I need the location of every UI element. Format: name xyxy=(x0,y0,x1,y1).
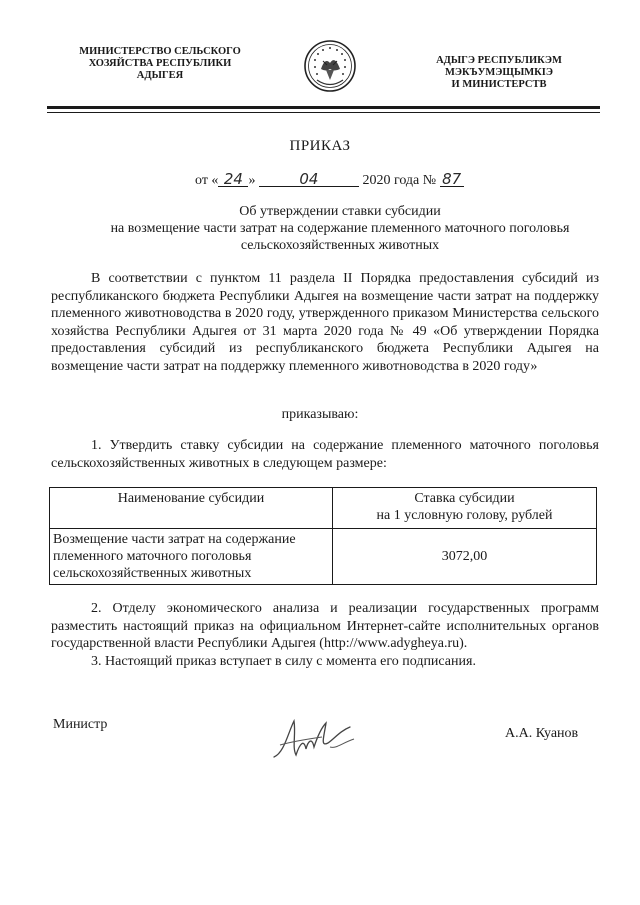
date-month: 04 xyxy=(259,172,359,187)
subsidy-rate-table xyxy=(49,487,597,585)
subject-line: сельскохозяйственных животных xyxy=(240,238,440,253)
subsidy-name-line: племенного маточного поголовья xyxy=(53,549,252,564)
signer-name: А.А. Куанов xyxy=(505,726,579,741)
table-header-rate-line: на 1 условную голову, рублей xyxy=(376,508,553,523)
order-word: приказываю: xyxy=(281,407,359,422)
subsidy-name-line: Возмещение части затрат на содержание xyxy=(53,532,296,547)
ministry-name-line: МЭКЪУМЭЩЫМКІЭ xyxy=(445,67,553,78)
subject-line: на возмещение части затрат на содержание племенного маточного поголовья xyxy=(110,221,570,236)
header-divider-thick xyxy=(47,106,600,109)
ministry-name-line: АДЫГЭ РЕСПУБЛИКЭМ xyxy=(436,55,562,66)
table-header-name xyxy=(50,488,333,529)
preamble-paragraph: В соответствии с пунктом 11 раздела II Порядка предоставления субсидий из республиканского бюджета Республики Адыгея на возмещение части затрат на поддержку племенного животноводства в 2020 году, утвержденного приказом Министерства сельского хозяйства Республики Адыгея от 31 марта 2020 года № 49 «Об утверждении Порядка предоставления субсидий из республиканского бюджета Республики Адыгея на возмещение части затрат на поддержку племенного животноводства в 2020 году» xyxy=(51,271,599,374)
table-cell-rate: 3072,00 xyxy=(333,529,597,585)
ministry-name-line: ХОЗЯЙСТВА РЕСПУБЛИКИ xyxy=(88,58,232,69)
ministry-name-ru xyxy=(70,46,250,82)
date-prefix: от « xyxy=(195,173,219,188)
document-number: 87 xyxy=(440,172,464,187)
table-header-name-text: Наименование субсидии xyxy=(117,491,265,506)
order-item-1: 1. Утвердить ставку субсидии на содержание племенного маточного поголовья сельскохозяйственных животных в следующем размере: xyxy=(51,438,599,471)
table-header-rate-line: Ставка субсидии xyxy=(414,491,515,506)
date-year: 2020 года № xyxy=(362,173,437,188)
subject-line: Об утверждении ставки субсидии xyxy=(239,204,441,219)
ministry-name-line: МИНИСТЕРСТВО СЕЛЬСКОГО xyxy=(79,46,241,57)
table-row xyxy=(50,529,597,585)
signer-position: Министр xyxy=(53,717,108,732)
table-cell-subsidy-name xyxy=(50,529,333,585)
table-header-row xyxy=(50,488,597,529)
ministry-name-adyghe xyxy=(404,55,594,91)
subsidy-name-line: сельскохозяйственных животных xyxy=(53,566,252,581)
order-items-2-3 xyxy=(51,600,599,670)
header-divider-thin xyxy=(47,112,600,113)
coat-of-arms-icon xyxy=(303,39,357,93)
handwritten-signature-icon xyxy=(270,713,360,765)
order-item-2: 2. Отделу экономического анализа и реализации государственных программ разместить настоящий приказ на официальном Интернет-сайте исполнительных органов государственной власти Республики Адыгея (http://www.adygheya.ru). xyxy=(51,601,599,651)
date-sep: » xyxy=(248,173,256,188)
document-title: ПРИКАЗ xyxy=(289,138,351,154)
ministry-name-line: АДЫГЕЯ xyxy=(136,70,184,81)
document-subject xyxy=(40,203,640,254)
order-item-3: 3. Настоящий приказ вступает в силу с момента его подписания. xyxy=(91,653,476,669)
table-header-rate xyxy=(333,488,597,529)
ministry-name-line: И МИНИСТЕРСТВ xyxy=(451,79,547,90)
date-day: 24 xyxy=(218,172,248,187)
document-date-line xyxy=(195,172,464,189)
